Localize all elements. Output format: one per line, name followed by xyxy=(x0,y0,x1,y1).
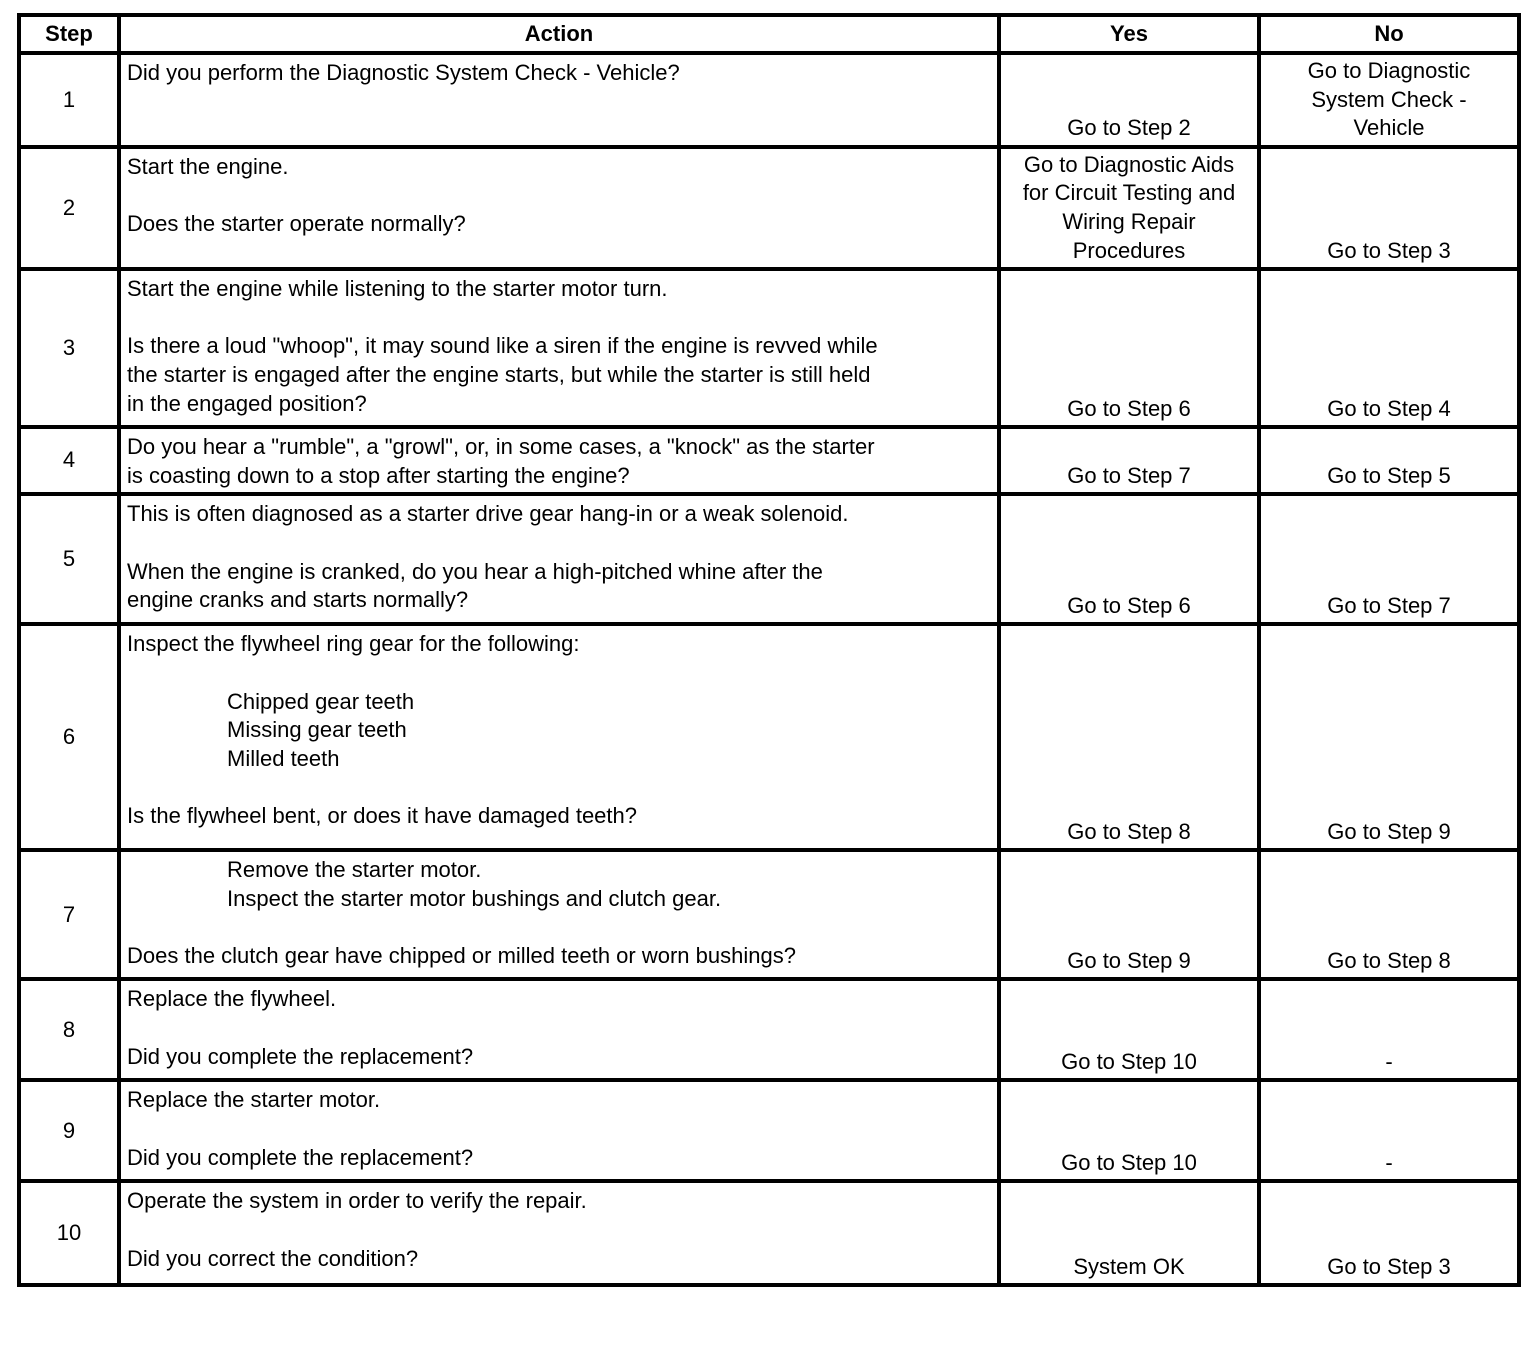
table-row xyxy=(19,494,1519,624)
yes-result-line: Go to Diagnostic Aids xyxy=(1023,151,1235,177)
action-line: Replace the flywheel. xyxy=(127,986,337,1012)
action-line xyxy=(127,1115,991,1144)
yes-result-line: Go to Step 6 xyxy=(1067,592,1191,618)
action-cell xyxy=(119,624,999,850)
yes-cell xyxy=(999,850,1259,979)
header-action: Action xyxy=(119,15,999,53)
action-line: Start the engine while listening to the starter motor turn. xyxy=(127,276,668,302)
table-row xyxy=(19,1080,1519,1181)
action-line: Did you correct the condition? xyxy=(127,1245,419,1271)
no-cell xyxy=(1259,494,1519,624)
action-line: Did you complete the replacement? xyxy=(127,1144,474,1170)
step-number: 8 xyxy=(19,979,119,1080)
header-row xyxy=(19,15,1519,53)
no-result-line: Go to Step 4 xyxy=(1327,395,1451,421)
action-cell xyxy=(119,427,999,494)
step-number: 3 xyxy=(19,269,119,427)
yes-result-line: Go to Step 6 xyxy=(1067,395,1191,421)
no-cell xyxy=(1259,850,1519,979)
action-line: This is often diagnosed as a starter drive gear hang-in or a weak solenoid. xyxy=(127,501,849,527)
action-line: Do you hear a "rumble", a "growl", or, in some cases, a "knock" as the starter xyxy=(127,434,875,460)
no-result-line: Go to Step 3 xyxy=(1327,1253,1451,1279)
action-cell xyxy=(119,979,999,1080)
action-line: Missing gear teeth xyxy=(227,717,407,743)
action-line xyxy=(127,1216,991,1245)
table-row xyxy=(19,269,1519,427)
table-body xyxy=(19,53,1519,1285)
yes-cell xyxy=(999,1080,1259,1181)
no-result-line: Go to Step 5 xyxy=(1327,462,1451,488)
action-line: Replace the starter motor. xyxy=(127,1087,381,1113)
no-result-line: Go to Step 8 xyxy=(1327,947,1451,973)
action-line: Did you perform the Diagnostic System Check - Vehicle? xyxy=(127,60,680,85)
no-cell xyxy=(1259,624,1519,850)
step-number: 1 xyxy=(19,53,119,147)
no-cell xyxy=(1259,147,1519,269)
no-result-line: Go to Diagnostic xyxy=(1307,58,1471,83)
header-yes: Yes xyxy=(999,15,1259,53)
yes-cell xyxy=(999,979,1259,1080)
table-row xyxy=(19,427,1519,494)
action-line: is coasting down to a stop after starting the engine? xyxy=(127,462,630,488)
no-result-line: Go to Step 7 xyxy=(1327,592,1451,618)
no-result-line: Go to Step 9 xyxy=(1327,818,1451,844)
yes-cell xyxy=(999,147,1259,269)
yes-result-line: Procedures xyxy=(1072,237,1186,263)
yes-result-line: for Circuit Testing and xyxy=(1022,180,1236,206)
action-line: the starter is engaged after the engine starts, but while the starter is still held xyxy=(127,361,871,387)
action-cell xyxy=(119,850,999,979)
step-number: 4 xyxy=(19,427,119,494)
action-line: Inspect the flywheel ring gear for the following: xyxy=(127,631,580,657)
yes-result-line: Wiring Repair xyxy=(1062,208,1196,234)
action-line xyxy=(127,1014,991,1043)
table-row xyxy=(19,53,1519,147)
yes-cell xyxy=(999,53,1259,147)
action-line xyxy=(127,773,991,802)
yes-result-line: Go to Step 10 xyxy=(1061,1149,1197,1175)
action-line: in the engaged position? xyxy=(127,390,367,416)
no-cell xyxy=(1259,427,1519,494)
table-row xyxy=(19,979,1519,1080)
no-cell xyxy=(1259,1181,1519,1285)
action-line: Is the flywheel bent, or does it have damaged teeth? xyxy=(127,802,637,828)
diagnostic-table xyxy=(17,13,1521,1287)
step-number: 7 xyxy=(19,850,119,979)
step-number: 9 xyxy=(19,1080,119,1181)
yes-result-line: Go to Step 2 xyxy=(1067,115,1191,141)
action-line: Start the engine. xyxy=(127,153,289,179)
action-line: Milled teeth xyxy=(227,745,340,771)
action-cell xyxy=(119,53,999,147)
no-cell xyxy=(1259,1080,1519,1181)
yes-cell xyxy=(999,427,1259,494)
action-line: Did you complete the replacement? xyxy=(127,1043,474,1069)
table-row xyxy=(19,624,1519,850)
table-row xyxy=(19,850,1519,979)
action-cell xyxy=(119,1080,999,1181)
no-result-line: - xyxy=(1385,1048,1393,1074)
yes-result-line: Go to Step 10 xyxy=(1061,1048,1197,1074)
action-line xyxy=(127,914,991,943)
action-line: Does the starter operate normally? xyxy=(127,210,466,236)
no-result-line: - xyxy=(1385,1149,1393,1175)
yes-cell xyxy=(999,624,1259,850)
no-result-line: System Check - xyxy=(1311,86,1467,112)
no-cell xyxy=(1259,269,1519,427)
action-line xyxy=(127,659,991,688)
step-number: 10 xyxy=(19,1181,119,1285)
table-row xyxy=(19,147,1519,269)
yes-result-line: Go to Step 7 xyxy=(1067,462,1191,488)
action-line xyxy=(127,304,991,333)
action-line xyxy=(127,529,991,558)
yes-cell xyxy=(999,1181,1259,1285)
yes-result-line: Go to Step 9 xyxy=(1067,947,1191,973)
action-cell xyxy=(119,147,999,269)
action-line: Remove the starter motor. xyxy=(227,857,482,883)
no-cell xyxy=(1259,53,1519,147)
action-line: engine cranks and starts normally? xyxy=(127,587,469,613)
action-line: Chipped gear teeth xyxy=(227,688,415,714)
action-line xyxy=(127,181,991,210)
action-cell xyxy=(119,1181,999,1285)
action-line: Is there a loud "whoop", it may sound like a siren if the engine is revved while xyxy=(127,333,878,359)
yes-result-line: System OK xyxy=(1073,1253,1185,1279)
action-cell xyxy=(119,269,999,427)
step-number: 5 xyxy=(19,494,119,624)
yes-result-line: Go to Step 8 xyxy=(1067,818,1191,844)
action-line: When the engine is cranked, do you hear a high-pitched whine after the xyxy=(127,558,823,584)
action-line: Inspect the starter motor bushings and clutch gear. xyxy=(227,885,722,911)
no-cell xyxy=(1259,979,1519,1080)
yes-cell xyxy=(999,269,1259,427)
action-cell xyxy=(119,494,999,624)
header-no: No xyxy=(1259,15,1519,53)
no-result-line: Go to Step 3 xyxy=(1327,237,1451,263)
table-row xyxy=(19,1181,1519,1285)
header-step: Step xyxy=(19,15,119,53)
action-line: Operate the system in order to verify the repair. xyxy=(127,1188,587,1214)
yes-cell xyxy=(999,494,1259,624)
no-result-line: Vehicle xyxy=(1353,115,1425,141)
action-line: Does the clutch gear have chipped or milled teeth or worn bushings? xyxy=(127,943,796,969)
step-number: 6 xyxy=(19,624,119,850)
step-number: 2 xyxy=(19,147,119,269)
